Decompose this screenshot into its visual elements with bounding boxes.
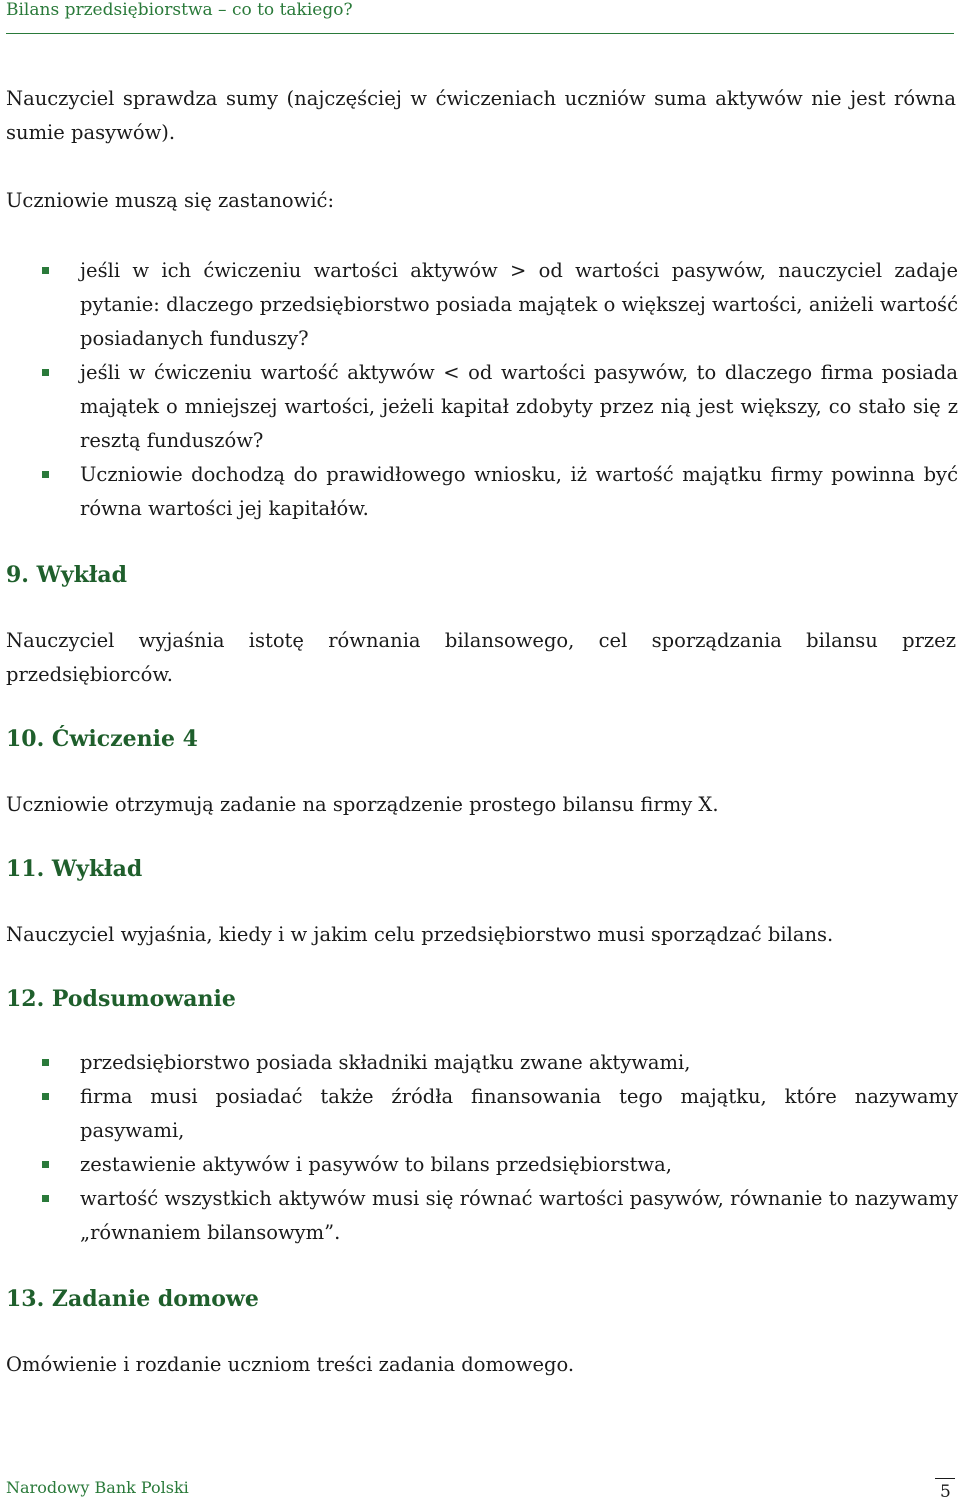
intro-paragraph: Nauczyciel sprawdza sumy (najczęściej w ćwiczeniach uczniów suma aktywów nie jest równa sumie pasywów). [6, 87, 956, 144]
page-number: 5 [940, 1482, 951, 1502]
list-item-text: jeśli w ich ćwiczeniu wartości aktywów > od wartości pasywów, nauczyciel zadaje pytanie: dlaczego przedsiębiorstwo posiada majątek o większej wartości, aniżeli wartość posiadanych funduszy? [80, 259, 958, 350]
section-heading-11: 11. Wykład [6, 856, 143, 882]
section-text-9: Nauczyciel wyjaśnia istotę równania bilansowego, cel sporządzania bilansu przez przedsiębiorców. [6, 629, 956, 686]
section-text-11: Nauczyciel wyjaśnia, kiedy i w jakim celu przedsiębiorstwo musi sporządzać bilans. [6, 923, 834, 946]
square-bullet-icon [42, 1093, 49, 1100]
section-heading-13: 13. Zadanie domowe [6, 1286, 259, 1312]
intro-lead: Uczniowie muszą się zastanowić: [6, 189, 335, 212]
list-item-text: Uczniowie dochodzą do prawidłowego wniosku, iż wartość majątku firmy powinna być równa wartości jej kapitałów. [80, 463, 958, 520]
list-item-text: firma musi posiadać także źródła finansowania tego majątku, które nazywamy pasywami, [80, 1085, 958, 1142]
list-item-text: jeśli w ćwiczeniu wartość aktywów < od wartości pasywów, to dlaczego firma posiada majątek o mniejszej wartości, jeżeli kapitał zdobyty przez nią jest większy, co stało się z resztą funduszów? [80, 361, 958, 452]
list-item [0, 254, 958, 356]
list-item [0, 1046, 958, 1080]
list-item [0, 1148, 958, 1182]
questions-list [0, 254, 958, 526]
section-heading-10: 10. Ćwiczenie 4 [6, 726, 198, 752]
list-item [0, 1080, 958, 1148]
section-heading-12: 12. Podsumowanie [6, 986, 236, 1012]
square-bullet-icon [42, 1059, 49, 1066]
header-divider [6, 33, 954, 34]
footer-divider [935, 1478, 955, 1479]
summary-list [0, 1046, 958, 1250]
footer-publisher: Narodowy Bank Polski [6, 1478, 189, 1497]
square-bullet-icon [42, 267, 49, 274]
square-bullet-icon [42, 1195, 49, 1202]
square-bullet-icon [42, 1161, 49, 1168]
list-item-text: zestawienie aktywów i pasywów to bilans przedsiębiorstwa, [80, 1153, 672, 1176]
section-heading-9: 9. Wykład [6, 562, 127, 588]
list-item-text: wartość wszystkich aktywów musi się równać wartości pasywów, równanie to nazywamy „równaniem bilansowym”. [80, 1187, 958, 1244]
square-bullet-icon [42, 369, 49, 376]
section-text-10: Uczniowie otrzymują zadanie na sporządzenie prostego bilansu firmy X. [6, 793, 719, 816]
section-text-13: Omówienie i rozdanie uczniom treści zadania domowego. [6, 1353, 575, 1376]
list-item [0, 356, 958, 458]
running-header: Bilans przedsiębiorstwa – co to takiego? [6, 0, 353, 20]
list-item [0, 458, 958, 526]
square-bullet-icon [42, 471, 49, 478]
list-item [0, 1182, 958, 1250]
list-item-text: przedsiębiorstwo posiada składniki majątku zwane aktywami, [80, 1051, 691, 1074]
